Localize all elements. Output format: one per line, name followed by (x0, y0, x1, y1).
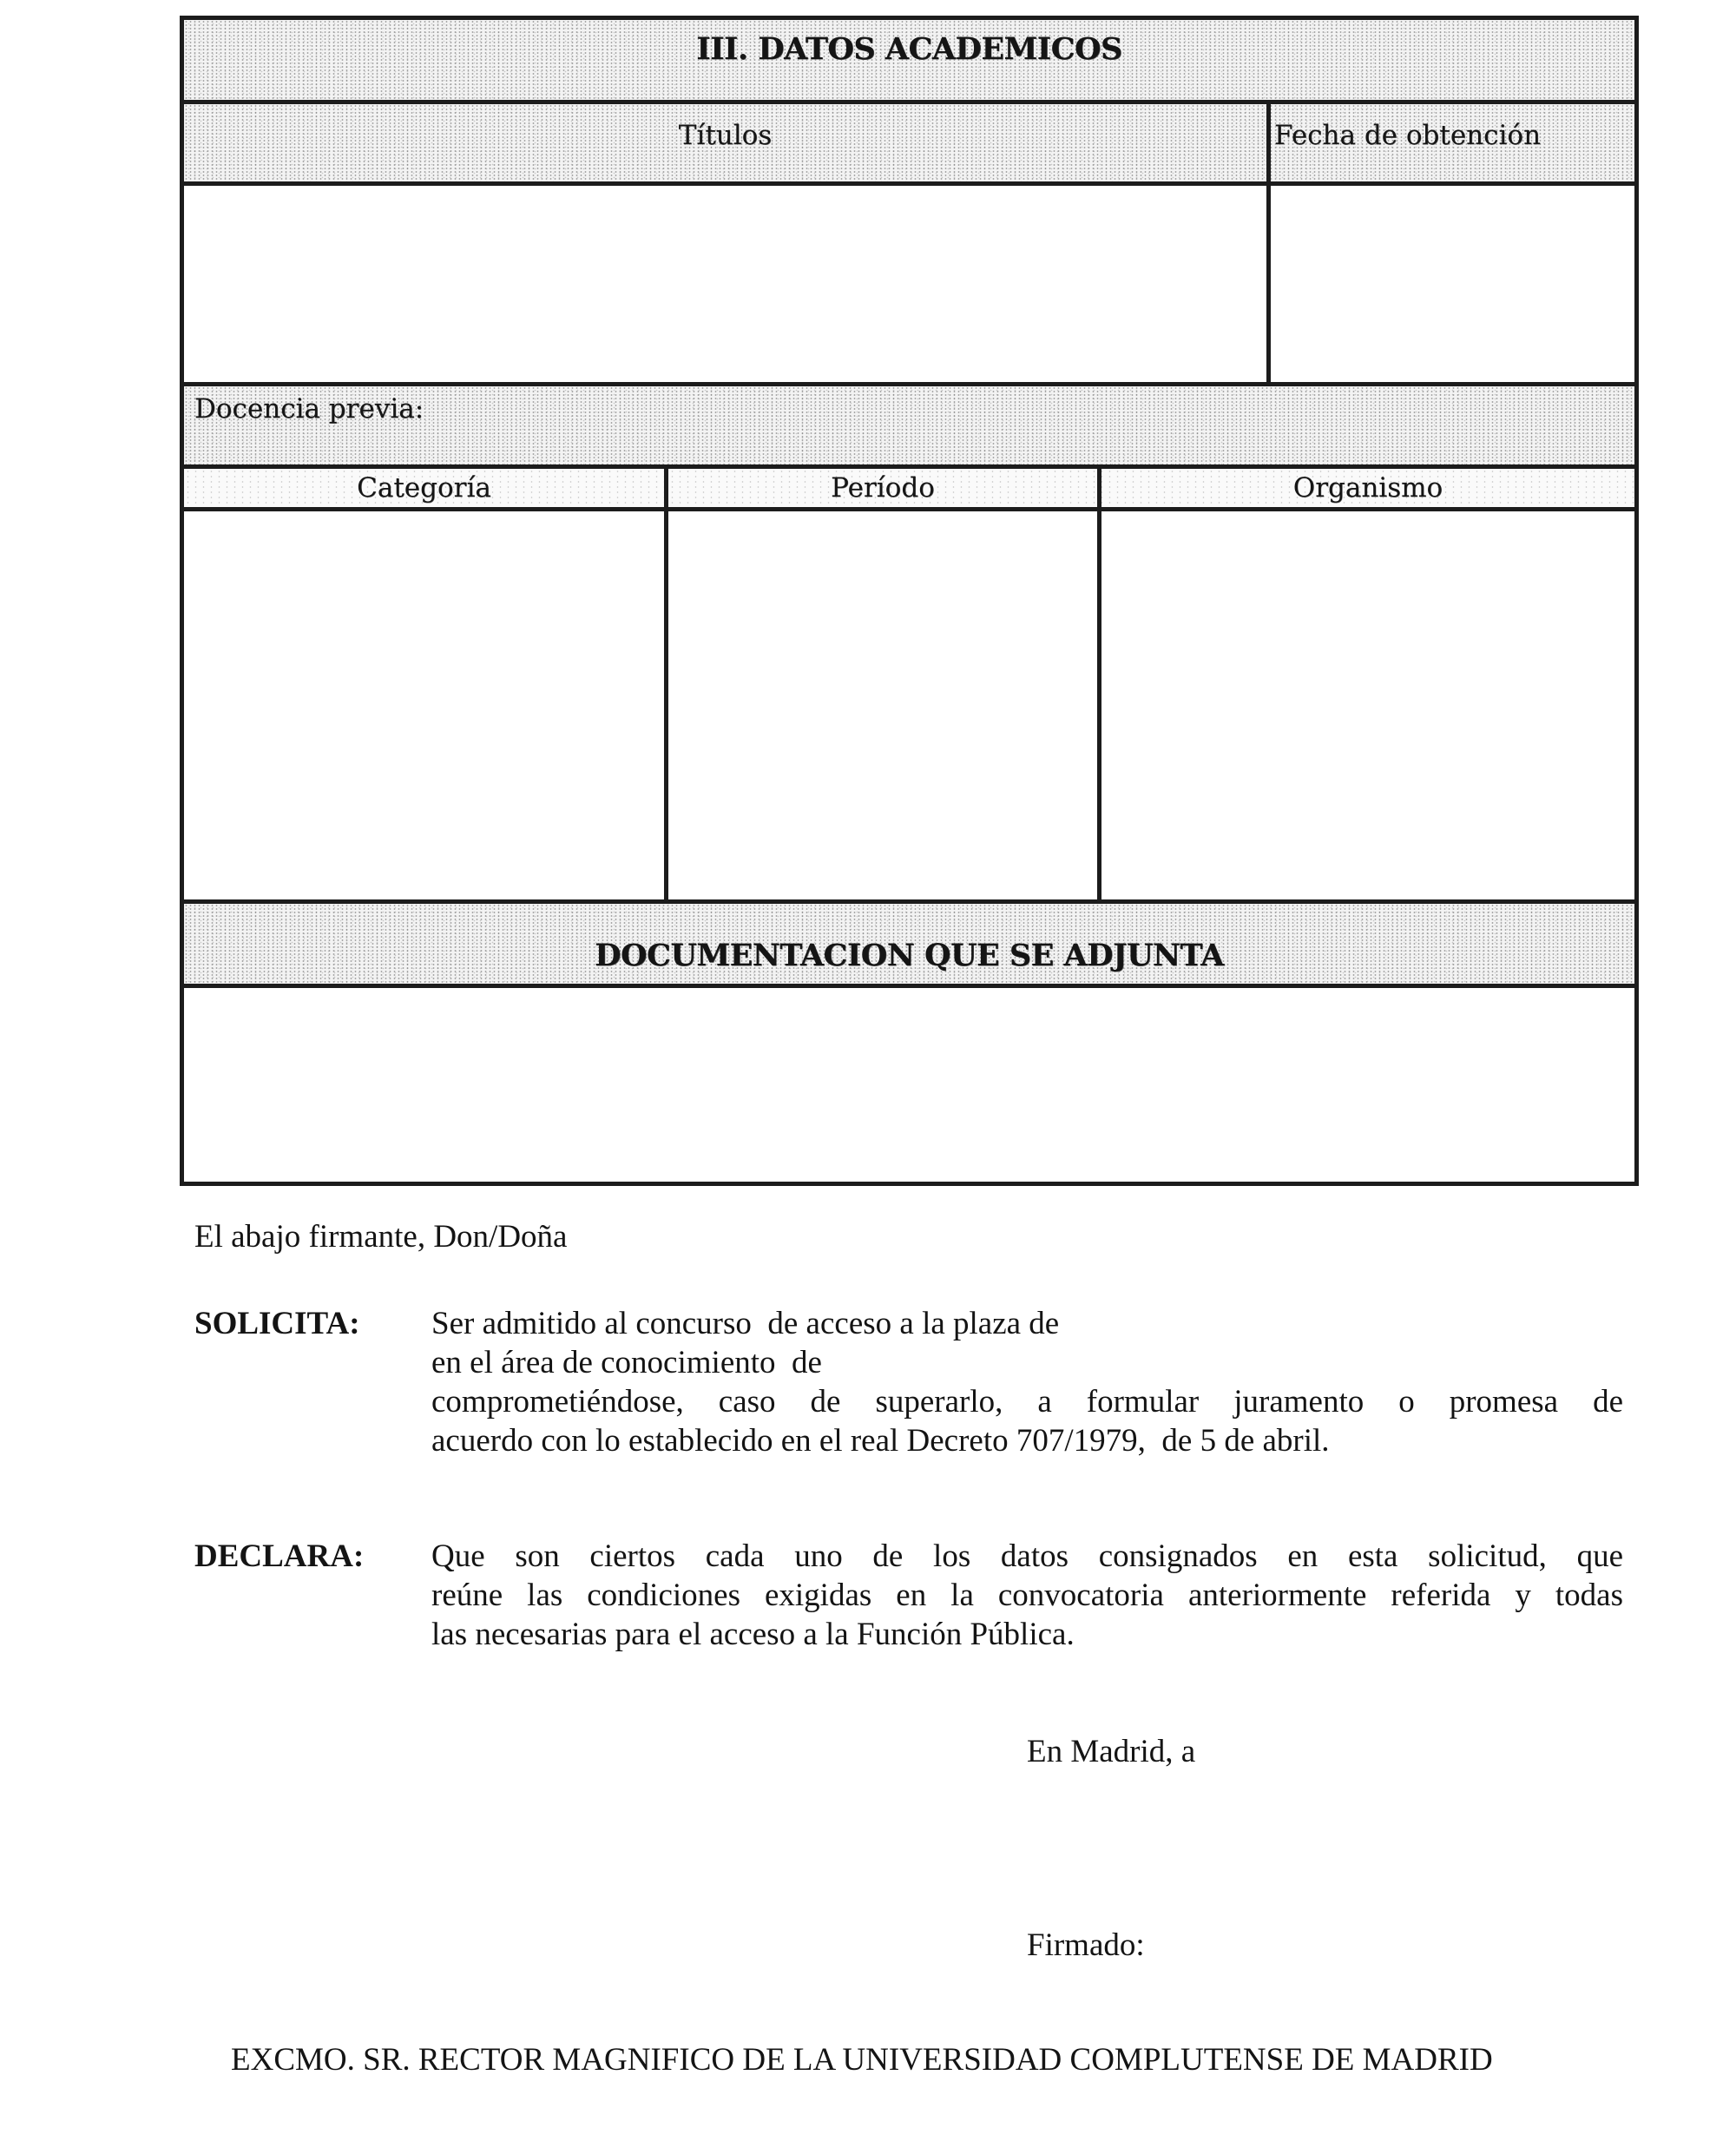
declara-line-3: las necesarias para el acceso a la Función Pública. (431, 1617, 1075, 1652)
section-title-academic: III. DATOS ACADEMICOS (696, 31, 1122, 67)
categoria-entry-cell (184, 511, 664, 899)
table-border-bottom (180, 1182, 1639, 1186)
declara-line-1: Que son ciertos cada uno de los datos consignados en esta solicitud, que (431, 1538, 1623, 1574)
declara-text (431, 1537, 1623, 1654)
divider-periodo-organismo (1097, 464, 1101, 904)
documentation-entry-cell (184, 988, 1634, 1182)
rule-under-docs-title (180, 984, 1639, 988)
solicita-text (431, 1304, 1623, 1460)
fecha-entry-cell (1271, 186, 1634, 382)
divider-categoria-periodo (664, 464, 668, 904)
solicita-line-4: acuerdo con lo establecido en el real Decreto 707/1979, de 5 de abril. (431, 1423, 1330, 1459)
table-border-top (180, 16, 1639, 20)
solicita-line-3: comprometiéndose, caso de superarlo, a formular juramento o promesa de (431, 1384, 1623, 1420)
section-title-documentation: DOCUMENTACION QUE SE ADJUNTA (595, 938, 1224, 973)
organismo-entry-cell (1101, 511, 1634, 899)
solicita-line-1: Ser admitido al concurso de acceso a la plaza de (431, 1306, 1060, 1341)
column-header-fecha-obtencion: Fecha de obtención (1274, 120, 1542, 151)
column-header-titulos: Títulos (678, 120, 773, 151)
rule-under-teaching-label (180, 464, 1639, 469)
divider-titulos-fecha (1266, 100, 1271, 386)
solicita-line-2: en el área de conocimiento de (431, 1345, 822, 1380)
signatory-line: El abajo firmante, Don/Doña (194, 1219, 568, 1255)
teaching-label: Docencia previa: (194, 393, 424, 425)
table-border-right (1634, 16, 1639, 1186)
declara-label: DECLARA: (194, 1538, 365, 1574)
column-header-categoria: Categoría (357, 472, 491, 504)
rule-under-titles-entry (180, 382, 1639, 386)
rule-under-teaching-headers (180, 507, 1639, 511)
declara-line-2: reúne las condiciones exigidas en la convocatoria anteriormente referida y todas (431, 1578, 1623, 1613)
column-header-periodo: Período (831, 472, 935, 504)
signature-line: Firmado: (1027, 1927, 1145, 1963)
solicita-label: SOLICITA: (194, 1306, 360, 1341)
column-header-organismo: Organismo (1292, 472, 1443, 504)
titulos-entry-cell (184, 186, 1266, 382)
rule-under-title (180, 100, 1639, 104)
periodo-entry-cell (668, 511, 1097, 899)
addressee-line: EXCMO. SR. RECTOR MAGNIFICO DE LA UNIVERSIDAD COMPLUTENSE DE MADRID (231, 2042, 1493, 2078)
place-date-line: En Madrid, a (1027, 1734, 1196, 1769)
table-border-left (180, 16, 184, 1186)
rule-under-headers (180, 181, 1639, 186)
rule-under-teaching-entry (180, 899, 1639, 904)
